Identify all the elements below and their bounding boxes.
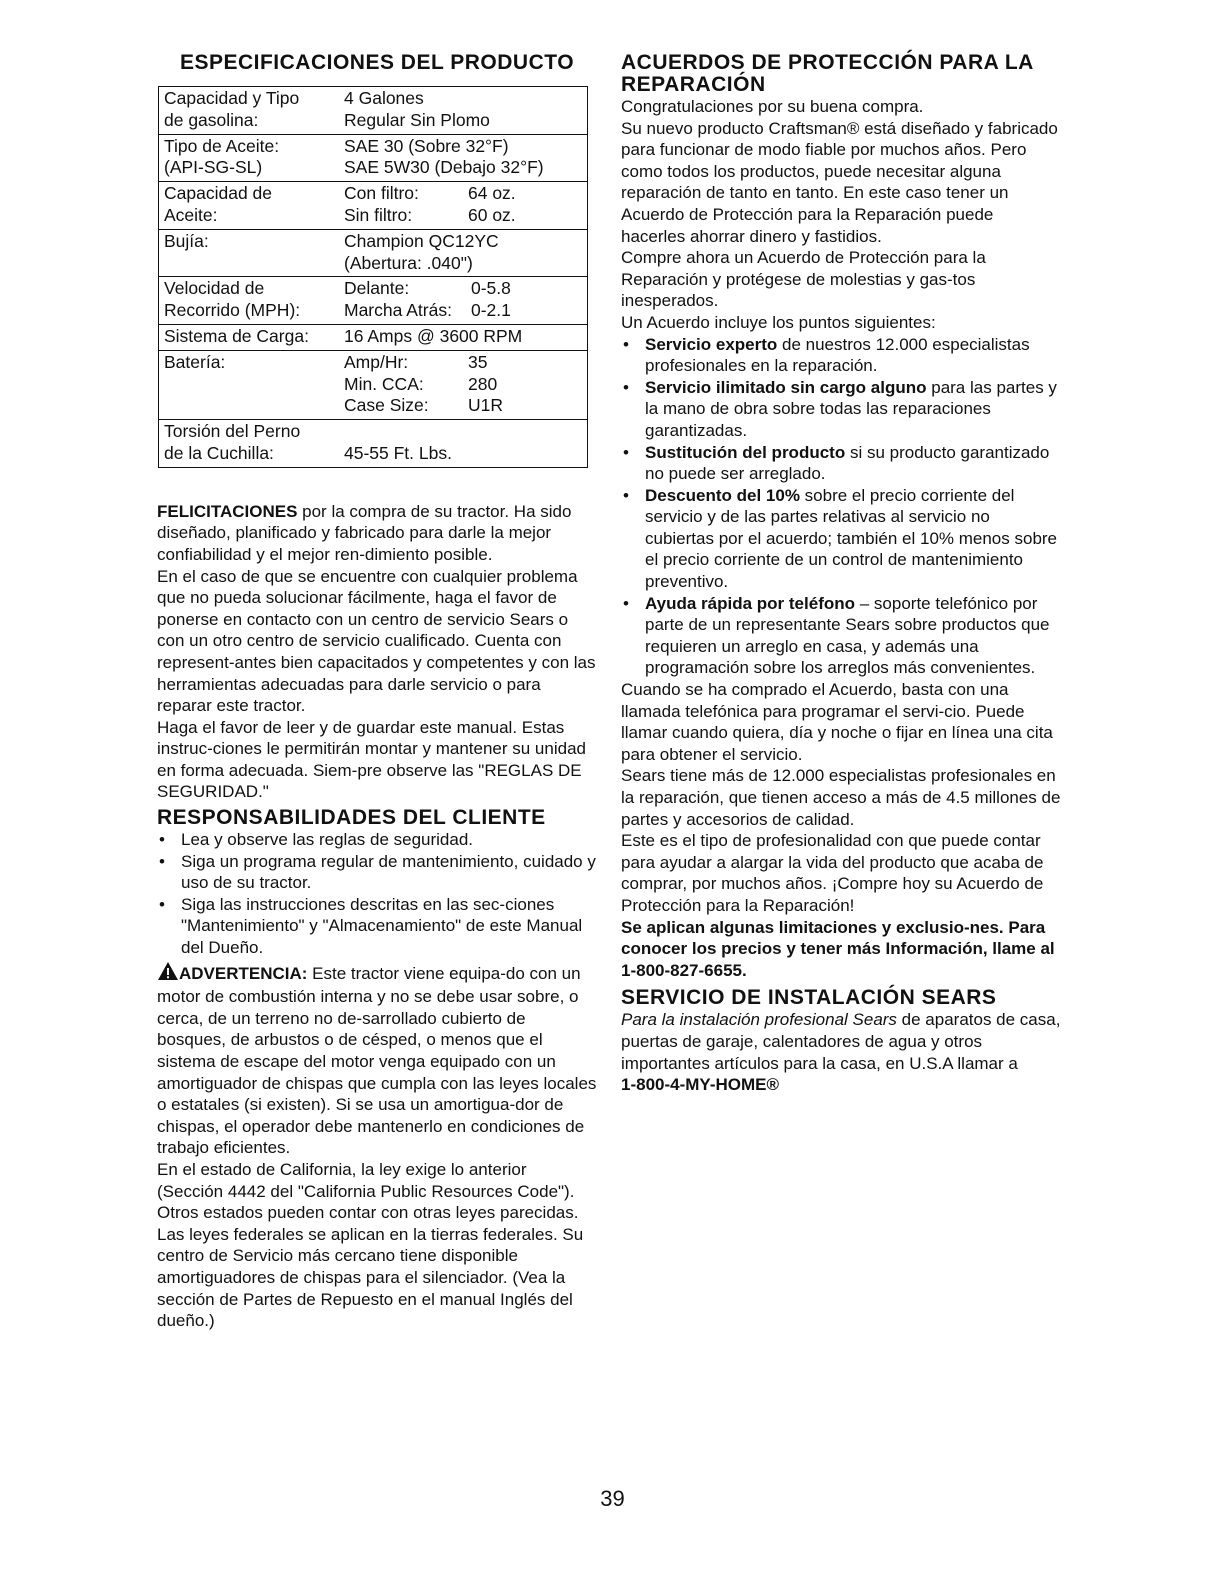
list-item [621, 593, 1061, 679]
spec-value-line: Regular Sin Plomo [344, 109, 490, 130]
spec-row [159, 181, 587, 229]
spec-pair-value: 60 oz. [468, 204, 516, 225]
warning-triangle-icon [157, 961, 179, 987]
spec-pair-key: Marcha Atrás: [344, 300, 452, 321]
felicitaciones-text: por la compra de su tractor. Ha sido diseñado, planificado y fabricado para darle la mejor confiabilidad y el mejor ren-dimiento posible. [157, 501, 572, 564]
manual-paragraph: Haga el favor de leer y de guardar este manual. Estas instruc-ciones le permitirán montar y mantener su unidad en forma adecuada. Siem-pre observe las "REGLAS DE SEGURIDAD." [157, 717, 586, 802]
spec-label-line: Capacidad y Tipo [164, 88, 300, 108]
spec-pair [344, 395, 582, 417]
spec-row [159, 324, 587, 350]
felicitaciones-paragraph [157, 501, 597, 566]
congrats-paragraph: Congratulaciones por su buena compra. [621, 97, 924, 116]
spec-value [344, 183, 582, 227]
spec-pair-value: 280 [468, 373, 498, 394]
list-item [157, 851, 597, 894]
spec-pair-key: Min. CCA: [344, 373, 424, 394]
spec-value-line: SAE 5W30 (Debajo 32°F) [344, 157, 544, 178]
spec-pair-key: Con filtro: [344, 183, 419, 204]
spec-label-line: Torsión del Perno [164, 421, 301, 442]
spec-label-line: Velocidad de [164, 278, 265, 299]
spec-title: ESPECIFICACIONES DEL PRODUCTO [179, 51, 575, 74]
spec-label [164, 352, 344, 417]
spec-pair-value: U1R [468, 395, 504, 416]
list-item-text: – soporte telefónico por parte de un representante Sears sobre productos que requieren un arreglo en casa, y además una programación sobre los arreglos más convenientes. [645, 593, 1050, 678]
list-item-bold: Ayuda rápida por teléfono [645, 593, 856, 613]
spec-row [159, 229, 587, 277]
installation-paragraph [621, 1009, 1061, 1095]
bullet-icon: • [623, 593, 629, 613]
spec-value [344, 421, 582, 465]
spec-value-line: SAE 30 (Sobre 32°F) [344, 135, 509, 156]
spec-value-line: 16 Amps @ 3600 RPM [344, 325, 523, 346]
service-paragraph: En el caso de que se encuentre con cualquier problema que no pueda solucionar fácilmente, haga el favor de ponerse en contacto con un centro de servicio Sears o con un otro centro de servicio cualificado. Cuenta con represent-antes bien capacitados y competentes y con las herramientas adecuadas para darle servicio o para reparar este tractor. [157, 566, 596, 716]
spec-value-line: 45-55 Ft. Lbs. [344, 442, 452, 463]
bullet-icon: • [623, 442, 629, 462]
spec-value [344, 136, 582, 180]
spec-label [164, 326, 344, 348]
california-paragraph: En el estado de California, la ley exige lo anterior (Sección 4442 del "California Public Resources Code"). Otros estados pueden contar con otras leyes parecidas. Las leyes federales se aplican en la tierras federales. Su centro de Servicio más cercano tiene disponible amortiguadores de chispas para el silenciador. (Vea la sección de Partes de Repuesto en el manual Inglés del dueño.) [157, 1159, 584, 1331]
spec-pair-key: Delante: [344, 278, 410, 299]
spec-value [344, 88, 582, 132]
spec-label-line: Tipo de Aceite: [164, 135, 280, 156]
warning-paragraph [157, 961, 597, 1159]
list-item-bold: Servicio ilimitado sin cargo alguno [645, 377, 927, 397]
list-item [621, 334, 1061, 377]
responsibilities-list [157, 829, 597, 959]
list-item-bold: Servicio experto [645, 334, 778, 354]
installation-text: de aparatos de casa, puertas de garaje, calentadores de agua y otros importantes artículos para la casa, en U.S.A llamar a [621, 1010, 1061, 1073]
responsibilities-heading: RESPONSABILIDADES DEL CLIENTE [157, 806, 546, 830]
bullet-icon: • [623, 334, 629, 354]
list-item [621, 485, 1061, 593]
page-number: 39 [600, 1486, 625, 1511]
protection-heading-line-2: REPARACIÓN [621, 73, 766, 96]
left-column [157, 52, 597, 1332]
spec-pair-key: Case Size: [344, 395, 429, 416]
spec-value [344, 352, 582, 417]
list-item [157, 894, 597, 959]
list-item-text: Siga las instrucciones descritas en las sec-ciones "Mantenimiento" y "Almacenamiento" de este Manual del Dueño. [181, 894, 583, 958]
bullet-icon: • [623, 485, 629, 505]
craftsman-paragraph: Su nuevo producto Craftsman® está diseñado y fabricado para funcionar de modo fiable por muchos años. Pero como todos los productos, puede necesitar alguna reparación de tanto en tanto. En este caso tener un Acuerdo de Protección para la Reparación puede hacerles ahorrar dinero y fastidios. [621, 118, 1058, 246]
spec-row [159, 87, 587, 134]
agreement-list [621, 334, 1061, 680]
list-item-text: para las partes y la mano de obra sobre todas las reparaciones garantizadas. [645, 377, 1057, 440]
right-column [621, 52, 1061, 1096]
spec-pair [344, 374, 582, 396]
spec-pair [344, 183, 582, 205]
bullet-icon: • [623, 377, 629, 397]
warning-label: ADVERTENCIA: [179, 963, 308, 983]
list-item-bold: Descuento del 10% [645, 485, 800, 505]
spec-value-line: Champion QC12YC [344, 230, 499, 251]
spec-value [344, 326, 582, 348]
purchase-paragraph: Cuando se ha comprado el Acuerdo, basta con una llamada telefónica para programar el servi-cio. Puede llamar cuando quiera, día y noche o fijar en línea una cita para obtener el servicio. [621, 680, 1053, 764]
spec-row [159, 276, 587, 324]
specialists-paragraph: Sears tiene más de 12.000 especialistas profesionales en la reparación, que tienen acceso a más de 4.5 millones de partes y accesorios de calidad. [621, 766, 1061, 829]
spec-label-line: Recorrido (MPH): [164, 300, 301, 321]
spec-value-line: (Abertura: .040") [344, 252, 473, 273]
spec-pair [344, 352, 582, 374]
spec-label-line: Batería: [164, 351, 226, 372]
installation-italic: Para la instalación profesional Sears [621, 1010, 897, 1030]
spec-pair [344, 300, 582, 322]
spec-label [164, 183, 344, 227]
protection-heading [621, 52, 1061, 96]
spec-value [344, 278, 582, 322]
list-item-text: sobre el precio corriente del servicio y de las partes relativas al servicio no cubiertas por el acuerdo; también el 10% menos sobre el precio corriente de un control de mantenimiento preventivo. [645, 485, 1058, 592]
bullet-icon: • [159, 830, 165, 850]
bullet-icon: • [159, 851, 165, 871]
spec-value-line [344, 421, 582, 443]
includes-paragraph: Un Acuerdo incluye los puntos siguientes: [621, 312, 936, 332]
spec-pair [344, 205, 582, 227]
spec-label-line: de la Cuchilla: [164, 442, 274, 463]
professionalism-paragraph: Este es el tipo de profesionalidad con que puede contar para ayudar a alargar la vida del producto que acaba de comprar, por muchos años. ¡Compre hoy su Acuerdo de Protección para la Reparación! [621, 831, 1044, 915]
list-item-bold: Sustitución del producto [645, 442, 846, 462]
list-item-text: si su producto garantizado no puede ser arreglado. [645, 442, 1050, 484]
spec-label [164, 136, 344, 180]
list-item-text: Lea y observe las reglas de seguridad. [181, 830, 474, 850]
list-item-text: Siga un programa regular de mantenimiento, cuidado y uso de su tractor. [181, 851, 596, 893]
list-item [621, 442, 1061, 485]
spec-pair-value: 64 oz. [468, 183, 516, 204]
spec-value [344, 231, 582, 275]
warning-text: Este tractor viene equipa-do con un motor de combustión interna y no se debe usar sobre, o cerca, de un terreno no de-sarrollado cubierto de bosques, de arbustos o de césped, o menos que el sistema de escape del motor venga equipado con un amortiguador de chispas que cumpla con las leyes locales o estatales (si existen). Si se usa un amortigua-dor de chispas, el operador debe mantenerlo en condiciones de trabajo eficientes. [157, 963, 597, 1158]
felicitaciones-label: FELICITACIONES [157, 501, 298, 521]
buy-paragraph: Compre ahora un Acuerdo de Protección para la Reparación y protégese de molestias y gas-tos inesperados. [621, 248, 986, 311]
spec-pair-key: Sin filtro: [344, 204, 413, 225]
protection-heading-line-1: ACUERDOS DE PROTECCIÓN PARA LA [621, 51, 1034, 74]
spec-pair-value: 35 [468, 351, 488, 372]
spec-label-line: Aceite: [164, 204, 218, 225]
spec-pair-value: 0-5.8 [471, 278, 511, 299]
spec-pair-key: Amp/Hr: [344, 351, 409, 372]
list-item [621, 377, 1061, 442]
spec-label-line: de gasolina: [164, 109, 259, 130]
spec-value-line: 4 Galones [344, 88, 424, 108]
spec-label-line: (API-SG-SL) [164, 157, 263, 178]
spec-row [159, 134, 587, 182]
list-item-text: de nuestros 12.000 especialistas profesionales en la reparación. [645, 334, 1030, 376]
spec-row [159, 419, 587, 467]
bullet-icon: • [159, 894, 165, 914]
spec-pair-value: 0-2.1 [471, 300, 511, 321]
spec-label-line: Capacidad de [164, 183, 272, 204]
spec-table [158, 86, 588, 468]
spec-pair [344, 278, 582, 300]
spec-label [164, 231, 344, 275]
list-item [157, 829, 597, 851]
spec-label-line: Sistema de Carga: [164, 325, 309, 346]
spec-label [164, 278, 344, 322]
limitations-paragraph: Se aplican algunas limitaciones y exclusio-nes. Para conocer los precios y tener más Información, llame al 1-800-827-6655. [621, 917, 1055, 980]
installation-heading: SERVICIO DE INSTALACIÓN SEARS [621, 986, 997, 1010]
installation-phone: 1-800-4-MY-HOME® [621, 1075, 780, 1095]
spec-label-line: Bujía: [164, 230, 209, 251]
spec-label [164, 421, 344, 465]
spec-row [159, 350, 587, 419]
spec-label [164, 88, 344, 132]
